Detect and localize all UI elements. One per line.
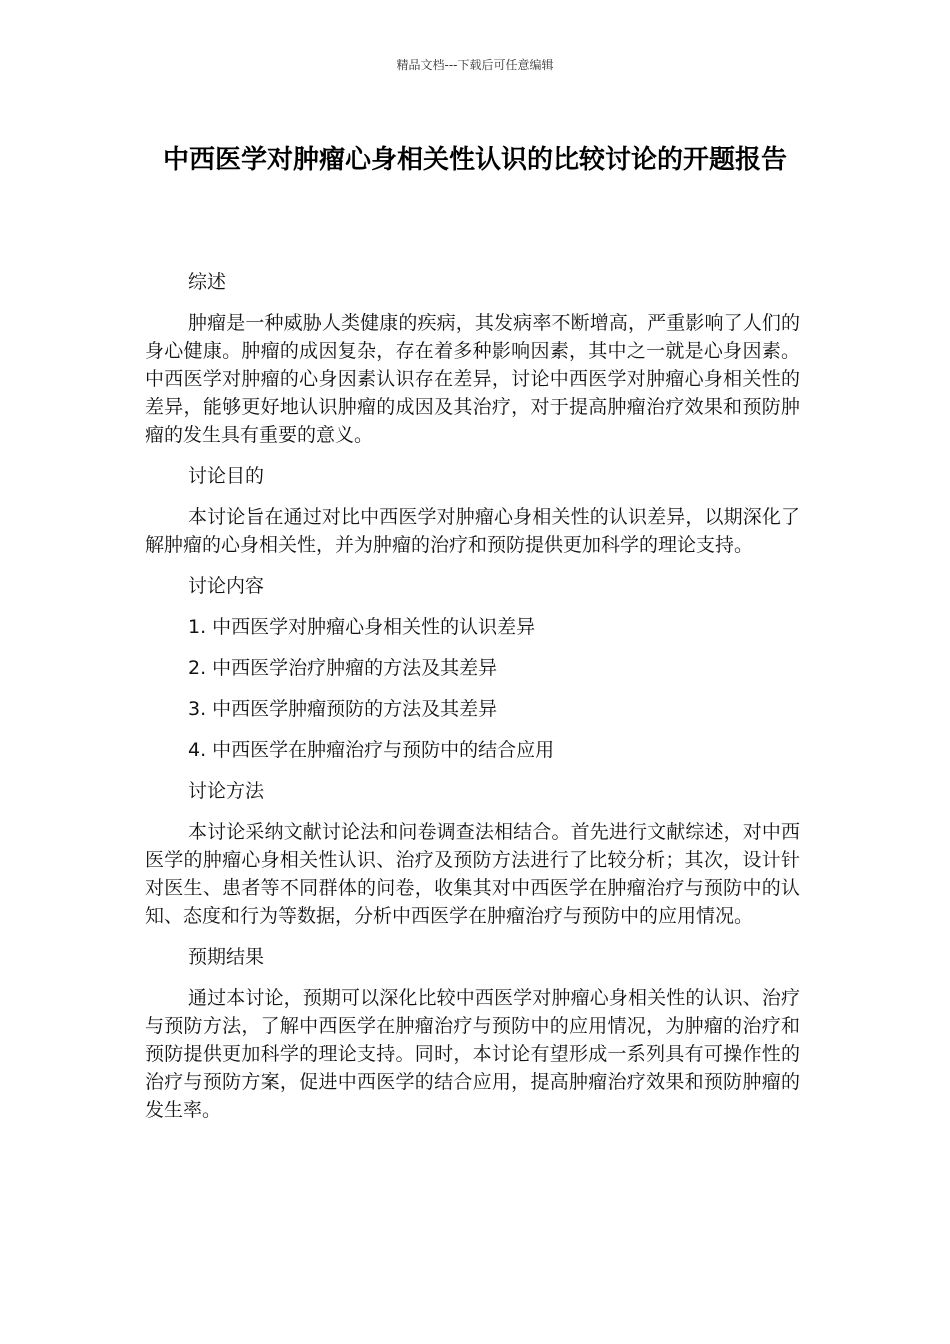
list-item: 4. 中西医学在肿瘤治疗与预防中的结合应用 xyxy=(188,739,555,761)
content-list xyxy=(145,613,800,764)
document-body xyxy=(145,268,800,1137)
section-heading-expected: 预期结果 xyxy=(188,946,265,968)
page-header: 精品文档---下载后可任意编辑 xyxy=(396,58,554,72)
list-item: 1. 中西医学对肿瘤心身相关性的认识差异 xyxy=(188,616,536,638)
section-heading-method: 讨论方法 xyxy=(188,780,265,802)
section-heading-overview: 综述 xyxy=(188,271,227,293)
document-title: 中西医学对肿瘤心身相关性认识的比较讨论的开题报告 xyxy=(162,145,787,175)
section-heading-purpose: 讨论目的 xyxy=(188,465,265,487)
section-paragraph-expected: 通过本讨论，预期可以深化比较中西医学对肿瘤心身相关性的认识、治疗与预防方法，了解中西医学在肿瘤治疗与预防中的应用情况，为肿瘤的治疗和预防提供更加科学的理论支持。同时，本讨论有望形成一系列具有可操作性的治疗与预防方案，促进中西医学的结合应用，提高肿瘤治疗效果和预防肿瘤的发生率。 xyxy=(145,987,800,1121)
section-paragraph-purpose: 本讨论旨在通过对比中西医学对肿瘤心身相关性的认识差异，以期深化了解肿瘤的心身相关性，并为肿瘤的治疗和预防提供更加科学的理论支持。 xyxy=(145,506,800,556)
list-item: 2. 中西医学治疗肿瘤的方法及其差异 xyxy=(188,657,498,679)
section-heading-content: 讨论内容 xyxy=(188,575,265,597)
list-item: 3. 中西医学肿瘤预防的方法及其差异 xyxy=(188,698,498,720)
section-paragraph-overview: 肿瘤是一种威胁人类健康的疾病，其发病率不断增高，严重影响了人们的身心健康。肿瘤的成因复杂，存在着多种影响因素，其中之一就是心身因素。中西医学对肿瘤的心身因素认识存在差异，讨论中西医学对肿瘤心身相关性的差异，能够更好地认识肿瘤的成因及其治疗，对于提高肿瘤治疗效果和预防肿瘤的发生具有重要的意义。 xyxy=(145,312,800,446)
section-paragraph-method: 本讨论采纳文献讨论法和问卷调查法相结合。首先进行文献综述，对中西医学的肿瘤心身相关性认识、治疗及预防方法进行了比较分析；其次，设计针对医生、患者等不同群体的问卷，收集其对中西医学在肿瘤治疗与预防中的认知、态度和行为等数据，分析中西医学在肿瘤治疗与预防中的应用情况。 xyxy=(145,821,800,927)
